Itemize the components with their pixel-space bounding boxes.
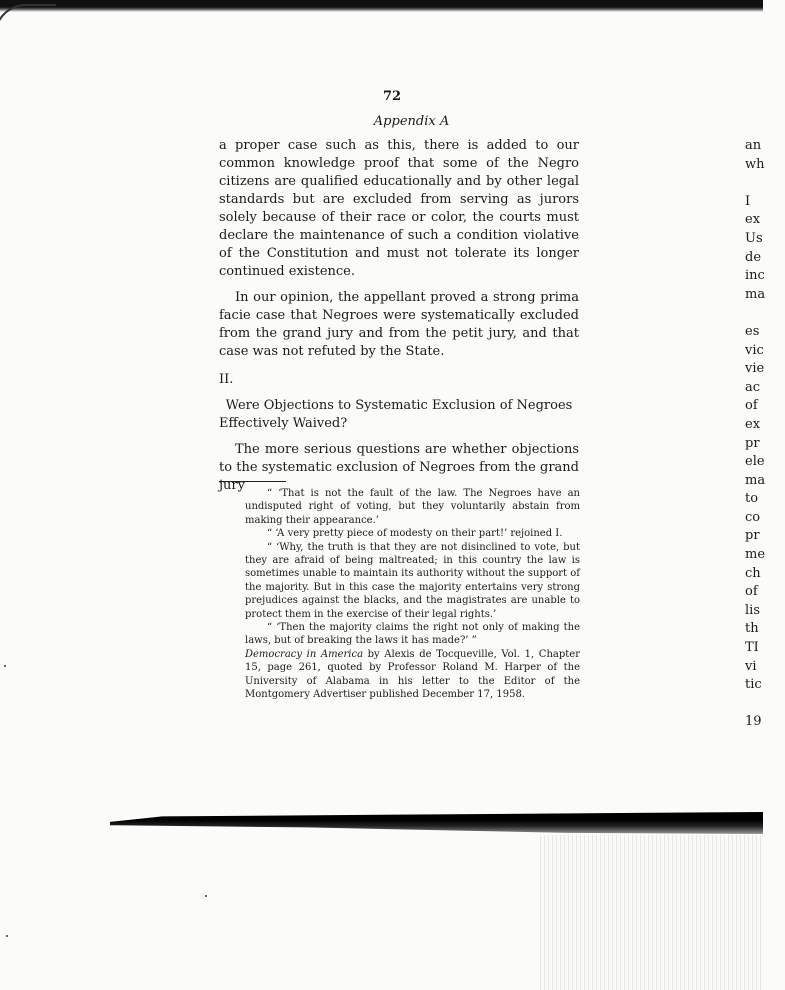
footnote-citation bbox=[245, 648, 580, 702]
page-number: 72 bbox=[383, 89, 402, 104]
facing-line: vic bbox=[745, 342, 764, 358]
scan-speck bbox=[6, 935, 8, 937]
footnote-quote: “ ‘Then the majority claims the right not only of making the laws, but of breaking the laws it has made?’ ” bbox=[245, 622, 580, 647]
facing-line: ele bbox=[745, 454, 765, 470]
facing-line bbox=[745, 174, 785, 193]
facing-line: TI bbox=[745, 640, 759, 656]
facing-line: of bbox=[745, 398, 758, 414]
facing-line bbox=[745, 304, 785, 323]
paragraph: The more serious questions are whether objections to the systematic exclusion of Negroes from the grand jury bbox=[219, 442, 579, 493]
scan-noise bbox=[540, 835, 763, 990]
footnote-quote: “ ‘Why, the truth is that they are not disinclined to vote, but they are afraid of being maltreated; in this country the law is sometimes unable to maintain its authority without the support of the majority. But in this case the majority entertains very strong prejudices against the blacks, and the magistrates are unable to protect them in the exercise of their legal rights.’ bbox=[245, 541, 580, 620]
scan-speck bbox=[4, 665, 6, 667]
section-title: Were Objections to Systematic Exclusion of Negroes Effectively Waived? bbox=[219, 398, 573, 431]
facing-line: ac bbox=[745, 379, 761, 395]
facing-line: lis bbox=[745, 602, 760, 618]
facing-line: th bbox=[745, 621, 759, 637]
scan-top-edge bbox=[0, 0, 763, 12]
facing-line: I bbox=[745, 193, 751, 209]
facing-line bbox=[745, 695, 785, 714]
facing-line: pr bbox=[745, 435, 760, 451]
facing-line: Us bbox=[745, 230, 763, 246]
facing-line: ex bbox=[745, 212, 761, 228]
facing-line: me bbox=[745, 547, 766, 563]
facing-line: an bbox=[745, 138, 762, 153]
facing-line: tic bbox=[745, 677, 762, 693]
facing-line: wh bbox=[745, 156, 765, 172]
scan-bottom-edge bbox=[110, 812, 763, 834]
section-number: II. bbox=[219, 372, 234, 387]
facing-line: ch bbox=[745, 565, 761, 581]
facing-line: ma bbox=[745, 472, 766, 488]
facing-line: vi bbox=[745, 658, 757, 674]
page-curl-edge bbox=[0, 4, 56, 36]
facing-line: 19 bbox=[745, 714, 762, 730]
facing-line: inc bbox=[745, 268, 765, 284]
facing-line: ex bbox=[745, 416, 761, 432]
facing-page-fragment bbox=[745, 137, 785, 732]
running-head: Appendix A bbox=[373, 114, 450, 129]
paragraph: In our opinion, the appellant proved a strong prima facie case that Negroes were systematically excluded from the grand jury and from the petit jury, and that case was not refuted by the State. bbox=[219, 290, 579, 359]
facing-line: co bbox=[745, 509, 761, 525]
citation-details: by Alexis de Tocqueville, Vol. 1, Chapter 15, page 261, quoted by Professor Roland M. Harper of the University of Alabama in his letter to the Editor of the Montgomery Advertiser published December 17, 1958. bbox=[245, 648, 580, 701]
facing-line: vie bbox=[745, 361, 765, 377]
facing-line: de bbox=[745, 249, 762, 265]
paragraph: a proper case such as this, there is added to our common knowledge proof that some of the Negro citizens are qualified educationally and by other legal standards but are excluded from serving as jurors solely because of their race or color, the courts must declare the maintenance of such a condition violative of the Constitution and must not tolerate its longer continued existence. bbox=[219, 138, 579, 279]
facing-line: of bbox=[745, 584, 758, 600]
footnote-quote: “ ‘A very pretty piece of modesty on their part!’ rejoined I. bbox=[267, 528, 563, 540]
citation-title: Democracy in America bbox=[245, 648, 364, 660]
footnote-rule bbox=[219, 481, 286, 482]
facing-line: pr bbox=[745, 528, 760, 544]
facing-line: to bbox=[745, 491, 759, 507]
main-text-column bbox=[219, 137, 579, 495]
facing-line: ma bbox=[745, 286, 766, 302]
scan-speck bbox=[205, 895, 207, 897]
footnote bbox=[245, 487, 580, 702]
facing-line: es bbox=[745, 323, 760, 339]
footnote-quote: “ ‘That is not the fault of the law. The Negroes have an undisputed right of voting, but they voluntarily abstain from making their appearance.’ bbox=[245, 488, 580, 526]
